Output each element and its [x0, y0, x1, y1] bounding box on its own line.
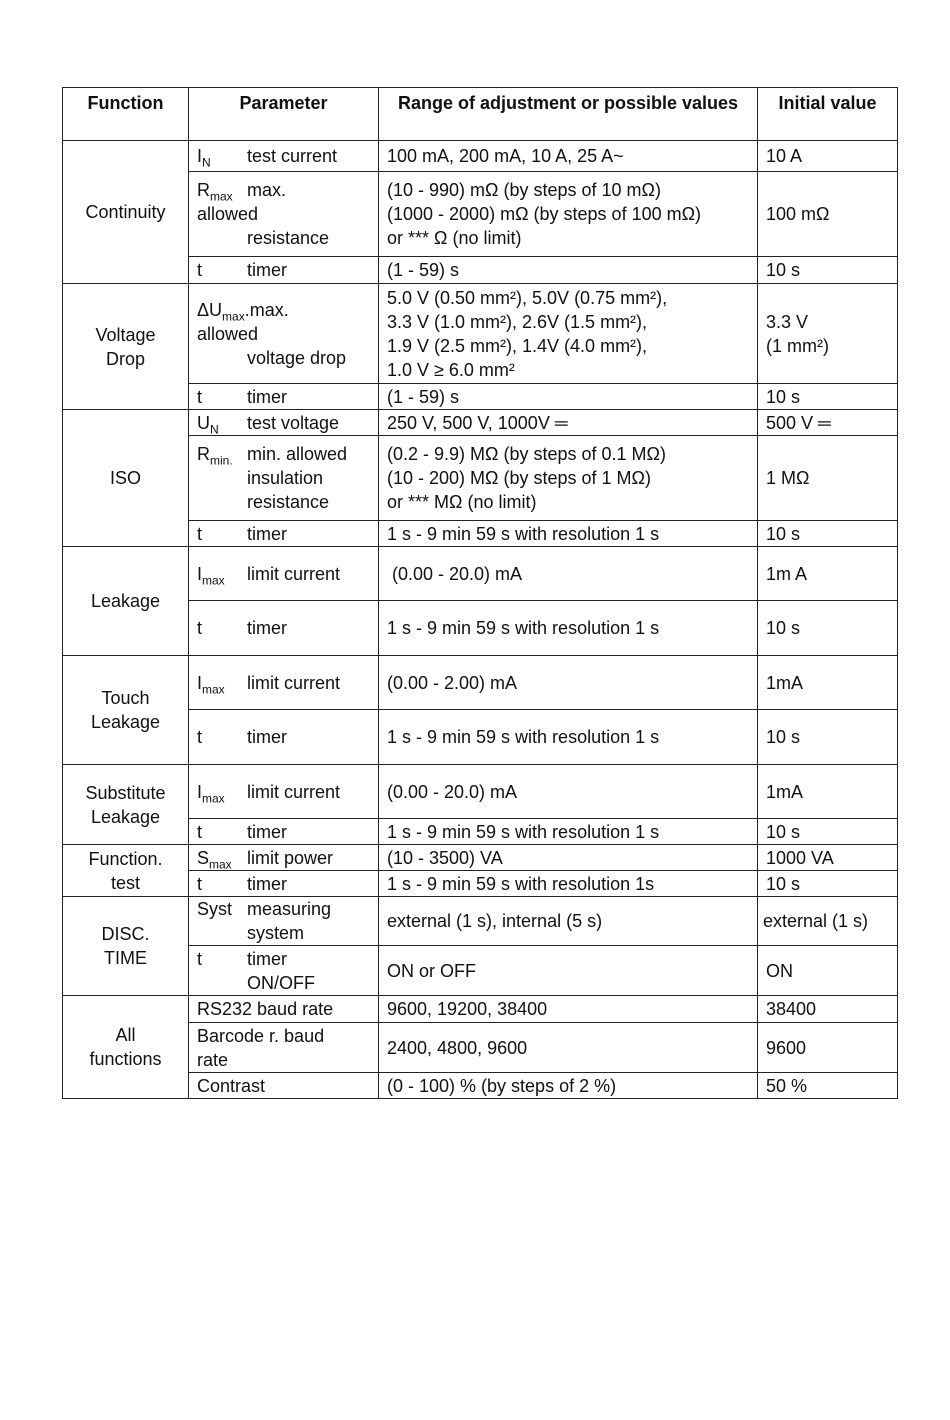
table-row	[63, 871, 898, 897]
initial-cell: 38400	[758, 996, 898, 1023]
table-row	[63, 1023, 898, 1073]
table-row	[63, 656, 898, 710]
param-cell: Barcode r. baud rate	[189, 1023, 379, 1073]
table-row	[63, 996, 898, 1023]
param-cell: t timer	[189, 710, 379, 765]
function-substitute-leakage: Substitute Leakage	[63, 765, 189, 845]
initial-cell: 3.3 V (1 mm²)	[758, 284, 898, 384]
table-row	[63, 710, 898, 765]
range-cell: 1 s - 9 min 59 s with resolution 1 s	[379, 819, 758, 845]
range-cell: 1 s - 9 min 59 s with resolution 1 s	[379, 601, 758, 656]
range-cell: 250 V, 500 V, 1000V ═	[379, 410, 758, 436]
param-cell: t timer ON/OFF	[189, 946, 379, 996]
initial-cell: ON	[758, 946, 898, 996]
initial-cell: 1mA	[758, 656, 898, 710]
function-continuity: Continuity	[63, 141, 189, 284]
range-cell: (0.00 - 2.00) mA	[379, 656, 758, 710]
range-cell: 9600, 19200, 38400	[379, 996, 758, 1023]
table-row	[63, 410, 898, 436]
initial-cell: 10 s	[758, 710, 898, 765]
param-cell: $I_{max}$ limit current	[189, 765, 379, 819]
function-all-functions: All functions	[63, 996, 189, 1099]
initial-cell: 500 V ═	[758, 410, 898, 436]
range-cell: (0.00 - 20.0) mA	[379, 547, 758, 601]
range-cell: (0 - 100) % (by steps of 2 %)	[379, 1073, 758, 1099]
param-cell: t timer	[189, 871, 379, 897]
table-row	[63, 765, 898, 819]
param-cell: $U_N$ test voltage	[189, 410, 379, 436]
settings-table	[62, 87, 898, 1099]
initial-cell: 1000 VA	[758, 845, 898, 871]
range-cell: ON or OFF	[379, 946, 758, 996]
param-cell: Contrast	[189, 1073, 379, 1099]
range-cell: (1 - 59) s	[379, 257, 758, 284]
table-row	[63, 897, 898, 946]
table-row	[63, 384, 898, 410]
param-cell: $R_{min.}$ min. allowed insulation resistance	[189, 436, 379, 521]
header-parameter: Parameter	[189, 88, 379, 141]
table-row	[63, 284, 898, 384]
range-cell: 100 mA, 200 mA, 10 A, 25 A~	[379, 141, 758, 172]
header-range: Range of adjustment or possible values	[379, 88, 758, 141]
table-row	[63, 1073, 898, 1099]
function-iso: ISO	[63, 410, 189, 547]
function-function-test: Function. test	[63, 845, 189, 897]
table-row	[63, 845, 898, 871]
initial-cell: 10 s	[758, 384, 898, 410]
param-cell: $S_{max}$ limit power	[189, 845, 379, 871]
range-cell: (0.2 - 9.9) MΩ (by steps of 0.1 MΩ) (10 - 200) MΩ (by steps of 1 MΩ) or *** MΩ (no limit)	[379, 436, 758, 521]
initial-cell: 10 s	[758, 257, 898, 284]
function-leakage: Leakage	[63, 547, 189, 656]
range-cell: 5.0 V (0.50 mm²), 5.0V (0.75 mm²), 3.3 V (1.0 mm²), 2.6V (1.5 mm²), 1.9 V (2.5 mm²), 1.4V (4.0 mm²), 1.0 V ≥ 6.0 mm²	[379, 284, 758, 384]
range-cell: (1 - 59) s	[379, 384, 758, 410]
range-cell: (10 - 3500) VA	[379, 845, 758, 871]
param-cell: $I_{max}$ limit current	[189, 656, 379, 710]
param-cell: t timer	[189, 521, 379, 547]
initial-cell: 10 A	[758, 141, 898, 172]
table-row	[63, 601, 898, 656]
initial-cell: 100 mΩ	[758, 172, 898, 257]
initial-cell: 10 s	[758, 521, 898, 547]
param-cell: Syst measuring system	[189, 897, 379, 946]
range-cell: 2400, 4800, 9600	[379, 1023, 758, 1073]
range-cell: 1 s - 9 min 59 s with resolution 1 s	[379, 710, 758, 765]
header-function: Function	[63, 88, 189, 141]
table-row	[63, 819, 898, 845]
initial-cell: 50 %	[758, 1073, 898, 1099]
table-row	[63, 547, 898, 601]
initial-cell: 1mA	[758, 765, 898, 819]
range-cell: 1 s - 9 min 59 s with resolution 1s	[379, 871, 758, 897]
table-row	[63, 172, 898, 257]
range-cell: (10 - 990) mΩ (by steps of 10 mΩ) (1000 - 2000) mΩ (by steps of 100 mΩ) or *** Ω (no limit)	[379, 172, 758, 257]
initial-cell: 10 s	[758, 819, 898, 845]
initial-cell: 1 MΩ	[758, 436, 898, 521]
function-voltage-drop: Voltage Drop	[63, 284, 189, 410]
param-cell: $\Delta U_{max}.\max$. allowed voltage drop	[189, 284, 379, 384]
range-cell: external (1 s), internal (5 s)	[379, 897, 758, 946]
initial-cell: 10 s	[758, 871, 898, 897]
range-cell: (0.00 - 20.0) mA	[379, 765, 758, 819]
initial-cell: 1m A	[758, 547, 898, 601]
param-cell: t timer	[189, 384, 379, 410]
function-touch-leakage: Touch Leakage	[63, 656, 189, 765]
header-initial: Initial value	[758, 88, 898, 141]
param-cell: $I_{max}$ limit current	[189, 547, 379, 601]
initial-cell: 10 s	[758, 601, 898, 656]
table-row	[63, 257, 898, 284]
range-cell: 1 s - 9 min 59 s with resolution 1 s	[379, 521, 758, 547]
table-row	[63, 436, 898, 521]
function-disc-time: DISC. TIME	[63, 897, 189, 996]
param-cell: t timer	[189, 819, 379, 845]
param-cell: t timer	[189, 257, 379, 284]
param-cell: $R_{max}$ max. allowed resistance	[189, 172, 379, 257]
header-row	[63, 88, 898, 141]
initial-cell: 9600	[758, 1023, 898, 1073]
param-cell: t timer	[189, 601, 379, 656]
param-cell: $I_N$ test current	[189, 141, 379, 172]
table-row	[63, 141, 898, 172]
table-row	[63, 521, 898, 547]
param-cell: RS232 baud rate	[189, 996, 379, 1023]
initial-cell: external (1 s)	[758, 897, 898, 946]
table-row	[63, 946, 898, 996]
